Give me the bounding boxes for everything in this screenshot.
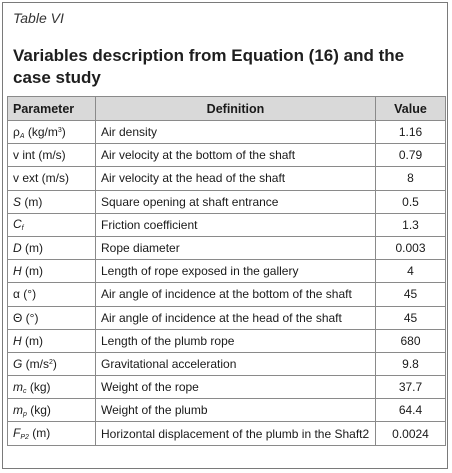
parameter-symbol: F — [13, 426, 21, 441]
value-cell: 0.5 — [376, 190, 446, 213]
parameter-cell — [8, 167, 96, 190]
parameter-cell — [8, 260, 96, 283]
value-cell: 37.7 — [376, 376, 446, 399]
definition-cell: Weight of the plumb — [96, 399, 376, 422]
header-value: Value — [376, 97, 446, 121]
parameter-unit: (m) — [21, 333, 43, 348]
parameter-symbol: m — [13, 402, 23, 417]
parameter-cell — [8, 376, 96, 399]
value-cell: 0.0024 — [376, 422, 446, 445]
parameter-symbol: v ext — [13, 171, 39, 186]
value-cell: 64.4 — [376, 399, 446, 422]
parameter-symbol: G — [13, 356, 23, 371]
table-row — [8, 144, 446, 167]
parameter-cell — [8, 306, 96, 329]
table-row — [8, 352, 446, 375]
table-row — [8, 376, 446, 399]
parameter-cell — [8, 329, 96, 352]
unit-close: ) — [52, 356, 57, 371]
value-cell: 45 — [376, 283, 446, 306]
parameter-symbol: D — [13, 241, 22, 256]
value-cell: 4 — [376, 260, 446, 283]
parameter-cell — [8, 121, 96, 144]
parameter-symbol: H — [13, 264, 22, 279]
value-cell: 8 — [376, 167, 446, 190]
table-caption: Variables description from Equation (16) and the case study — [13, 46, 405, 87]
parameter-subscript: p — [23, 410, 27, 418]
table-row — [8, 121, 446, 144]
definition-cell: Air velocity at the bottom of the shaft — [96, 144, 376, 167]
table-row — [8, 422, 446, 445]
unit-superscript: 2 — [49, 358, 53, 366]
parameter-unit: (kg/m — [24, 124, 58, 139]
table-row — [8, 236, 446, 259]
value-cell: 0.003 — [376, 236, 446, 259]
definition-cell: Air density — [96, 121, 376, 144]
table-row — [8, 190, 446, 213]
value-cell: 0.79 — [376, 144, 446, 167]
table-header-row — [8, 97, 446, 121]
definition-cell: Air angle of incidence at the bottom of the shaft — [96, 283, 376, 306]
parameter-unit: (m) — [21, 241, 43, 256]
parameter-unit: (m) — [21, 264, 43, 279]
parameter-subscript: P2 — [20, 434, 29, 442]
parameter-cell — [8, 144, 96, 167]
parameter-symbol: m — [13, 379, 23, 394]
unit-close: ) — [61, 124, 66, 139]
definition-cell: Air velocity at the head of the shaft — [96, 167, 376, 190]
table-row — [8, 283, 446, 306]
definition-cell: Weight of the rope — [96, 376, 376, 399]
parameter-unit: (°) — [22, 310, 39, 325]
definition-cell: Air angle of incidence at the head of the shaft — [96, 306, 376, 329]
variables-table — [7, 96, 446, 446]
parameter-unit: (m) — [28, 426, 51, 441]
value-cell: 680 — [376, 329, 446, 352]
parameter-unit: (kg) — [26, 402, 51, 417]
table-row — [8, 306, 446, 329]
definition-cell: Horizontal displacement of the plumb in the Shaft2 — [96, 422, 376, 445]
header-definition: Definition — [96, 97, 376, 121]
definition-cell: Square opening at shaft entrance — [96, 190, 376, 213]
value-cell: 45 — [376, 306, 446, 329]
parameter-cell — [8, 213, 96, 236]
definition-cell: Length of rope exposed in the gallery — [96, 260, 376, 283]
parameter-cell — [8, 190, 96, 213]
parameter-unit: (kg) — [26, 379, 51, 394]
parameter-symbol: H — [13, 333, 22, 348]
parameter-symbol: ρ — [13, 124, 20, 139]
table-row — [8, 260, 446, 283]
parameter-cell — [8, 283, 96, 306]
parameter-cell — [8, 236, 96, 259]
table-row — [8, 167, 446, 190]
definition-cell: Gravitational acceleration — [96, 352, 376, 375]
table-number-label: Table VI — [13, 10, 64, 26]
parameter-unit: (m/s) — [38, 171, 69, 186]
parameter-subscript: f — [21, 225, 24, 233]
parameter-unit: (m) — [21, 194, 43, 209]
parameter-symbol: S — [13, 194, 22, 209]
parameter-cell — [8, 399, 96, 422]
unit-superscript: 3 — [57, 126, 62, 134]
table-row — [8, 213, 446, 236]
parameter-symbol: Θ — [13, 310, 23, 325]
parameter-unit: (m/s — [22, 356, 50, 371]
parameter-subscript: A — [19, 132, 25, 140]
table-frame — [2, 2, 448, 469]
definition-cell: Length of the plumb rope — [96, 329, 376, 352]
parameter-cell — [8, 352, 96, 375]
value-cell: 1.3 — [376, 213, 446, 236]
parameter-unit: (°) — [19, 287, 37, 302]
parameter-subscript: c — [23, 387, 27, 395]
parameter-symbol: v int — [13, 148, 36, 163]
definition-cell: Friction coefficient — [96, 213, 376, 236]
definition-cell: Rope diameter — [96, 236, 376, 259]
parameter-cell — [8, 422, 96, 445]
table-row — [8, 399, 446, 422]
value-cell: 9.8 — [376, 352, 446, 375]
parameter-symbol: α — [13, 287, 20, 302]
value-cell: 1.16 — [376, 121, 446, 144]
parameter-symbol: C — [13, 217, 22, 232]
parameter-unit: (m/s) — [35, 148, 66, 163]
header-parameter: Parameter — [8, 97, 96, 121]
table-row — [8, 329, 446, 352]
